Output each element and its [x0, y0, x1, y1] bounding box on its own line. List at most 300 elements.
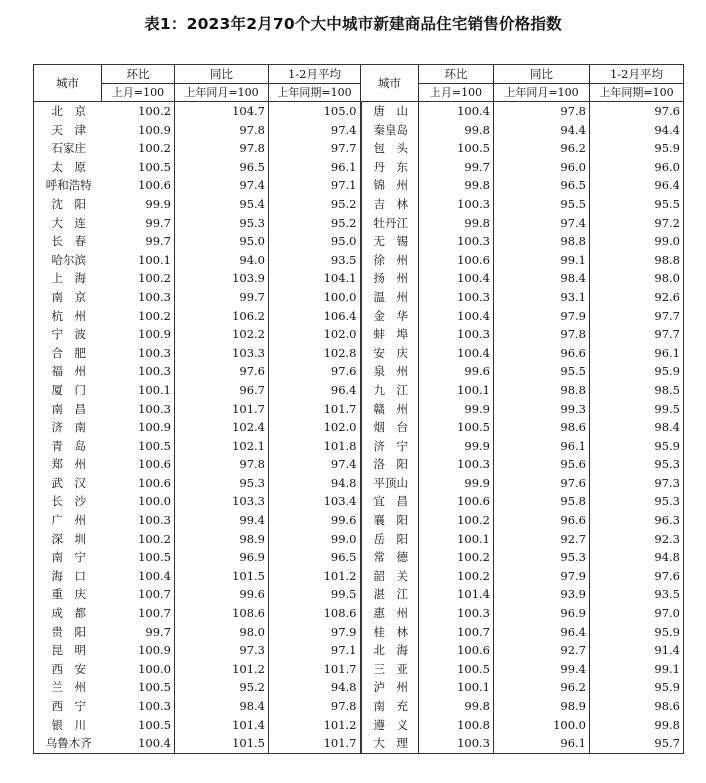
avg-value-right: 97.3: [590, 474, 684, 493]
table-row: [34, 492, 684, 511]
yoy-value-left: 95.3: [175, 214, 269, 233]
avg-value-right: 99.1: [590, 660, 684, 679]
city-name-right: 泸 州: [361, 678, 419, 697]
mom-value-left: 100.2: [102, 307, 175, 326]
yoy-value-left: 101.2: [175, 660, 269, 679]
city-name-right: 牡丹江: [361, 214, 419, 233]
mom-value-right: 100.2: [419, 511, 494, 530]
mom-value-left: 100.5: [102, 158, 175, 177]
mom-value-left: 100.9: [102, 641, 175, 660]
avg-value-right: 97.2: [590, 214, 684, 233]
mom-value-left: 100.0: [102, 492, 175, 511]
avg-value-left: 95.0: [269, 232, 361, 251]
yoy-value-right: 97.9: [494, 567, 590, 586]
city-name-left: 长 春: [34, 232, 102, 251]
city-name-right: 蚌 埠: [361, 325, 419, 344]
mom-value-right: 100.4: [419, 102, 494, 121]
mom-value-right: 100.7: [419, 623, 494, 642]
city-name-left: 呼和浩特: [34, 176, 102, 195]
yoy-value-right: 92.7: [494, 530, 590, 549]
avg-value-left: 101.2: [269, 567, 361, 586]
city-name-left: 西 安: [34, 660, 102, 679]
avg-value-left: 97.7: [269, 139, 361, 158]
table-row: [34, 232, 684, 251]
mom-value-left: 100.7: [102, 604, 175, 623]
yoy-value-left: 101.5: [175, 567, 269, 586]
avg-value-right: 95.9: [590, 678, 684, 697]
yoy-value-left: 106.2: [175, 307, 269, 326]
city-name-left: 天 津: [34, 121, 102, 140]
yoy-value-right: 96.1: [494, 734, 590, 753]
table-row: [34, 251, 684, 270]
yoy-value-left: 98.4: [175, 697, 269, 716]
city-name-right: 岳 阳: [361, 530, 419, 549]
yoy-value-left: 102.1: [175, 437, 269, 456]
table-row: [34, 139, 684, 158]
table-row: [34, 269, 684, 288]
yoy-value-left: 99.4: [175, 511, 269, 530]
yoy-value-right: 93.9: [494, 585, 590, 604]
mom-value-right: 100.6: [419, 492, 494, 511]
subheader-avg-right: 上年同期=100: [590, 84, 684, 102]
city-name-right: 桂 林: [361, 623, 419, 642]
mom-value-left: 100.5: [102, 716, 175, 735]
mom-value-right: 100.3: [419, 455, 494, 474]
avg-value-left: 99.0: [269, 530, 361, 549]
city-name-right: 吉 林: [361, 195, 419, 214]
city-name-right: 秦皇岛: [361, 121, 419, 140]
avg-value-right: 96.3: [590, 511, 684, 530]
mom-value-left: 100.0: [102, 660, 175, 679]
avg-value-left: 95.2: [269, 214, 361, 233]
mom-value-right: 99.8: [419, 176, 494, 195]
avg-value-left: 101.7: [269, 400, 361, 419]
table-row: [34, 158, 684, 177]
avg-value-right: 95.5: [590, 195, 684, 214]
subheader-avg-left: 上年同期=100: [269, 84, 361, 102]
avg-value-right: 95.3: [590, 492, 684, 511]
yoy-value-right: 96.4: [494, 623, 590, 642]
city-name-right: 洛 阳: [361, 455, 419, 474]
avg-value-left: 102.0: [269, 325, 361, 344]
city-name-left: 乌鲁木齐: [34, 734, 102, 753]
yoy-value-left: 95.0: [175, 232, 269, 251]
avg-value-right: 98.0: [590, 269, 684, 288]
yoy-value-left: 98.9: [175, 530, 269, 549]
avg-value-right: 95.3: [590, 455, 684, 474]
city-name-right: 湛 江: [361, 585, 419, 604]
yoy-value-right: 98.9: [494, 697, 590, 716]
city-name-right: 赣 州: [361, 400, 419, 419]
yoy-value-right: 96.9: [494, 604, 590, 623]
yoy-value-right: 97.4: [494, 214, 590, 233]
mom-value-right: 100.3: [419, 734, 494, 753]
table-row: [34, 455, 684, 474]
header-city-right: 城市: [361, 65, 419, 102]
table-row: [34, 530, 684, 549]
mom-value-left: 100.9: [102, 325, 175, 344]
avg-value-right: 91.4: [590, 641, 684, 660]
avg-value-left: 99.5: [269, 585, 361, 604]
city-name-right: 无 锡: [361, 232, 419, 251]
city-name-right: 韶 关: [361, 567, 419, 586]
subheader-yoy-right: 上年同月=100: [494, 84, 590, 102]
yoy-value-right: 96.0: [494, 158, 590, 177]
city-name-left: 杭 州: [34, 307, 102, 326]
avg-value-right: 94.4: [590, 121, 684, 140]
mom-value-right: 99.6: [419, 362, 494, 381]
table-row: [34, 716, 684, 735]
mom-value-left: 100.2: [102, 530, 175, 549]
yoy-value-left: 101.5: [175, 734, 269, 753]
yoy-value-right: 99.1: [494, 251, 590, 270]
avg-value-right: 97.6: [590, 567, 684, 586]
yoy-value-left: 102.2: [175, 325, 269, 344]
mom-value-left: 100.7: [102, 585, 175, 604]
table-row: [34, 121, 684, 140]
yoy-value-right: 93.1: [494, 288, 590, 307]
avg-value-left: 97.1: [269, 176, 361, 195]
subheader-mom-left: 上月=100: [102, 84, 175, 102]
mom-value-left: 99.7: [102, 232, 175, 251]
mom-value-right: 100.4: [419, 307, 494, 326]
mom-value-right: 100.4: [419, 344, 494, 363]
city-name-left: 长 沙: [34, 492, 102, 511]
avg-value-right: 95.9: [590, 362, 684, 381]
avg-value-left: 105.0: [269, 102, 361, 121]
yoy-value-left: 98.0: [175, 623, 269, 642]
header-avg-right: 1-2月平均: [590, 65, 684, 84]
city-name-right: 遵 义: [361, 716, 419, 735]
mom-value-right: 99.8: [419, 697, 494, 716]
table-row: [34, 697, 684, 716]
mom-value-right: 100.2: [419, 548, 494, 567]
yoy-value-right: 97.9: [494, 307, 590, 326]
avg-value-left: 94.8: [269, 474, 361, 493]
mom-value-left: 100.6: [102, 455, 175, 474]
mom-value-right: 100.3: [419, 604, 494, 623]
city-name-right: 惠 州: [361, 604, 419, 623]
mom-value-left: 100.6: [102, 176, 175, 195]
avg-value-right: 96.0: [590, 158, 684, 177]
city-name-left: 贵 阳: [34, 623, 102, 642]
city-name-left: 石家庄: [34, 139, 102, 158]
mom-value-left: 100.2: [102, 269, 175, 288]
yoy-value-left: 102.4: [175, 418, 269, 437]
avg-value-left: 94.8: [269, 678, 361, 697]
avg-value-right: 97.0: [590, 604, 684, 623]
city-name-left: 大 连: [34, 214, 102, 233]
city-name-left: 沈 阳: [34, 195, 102, 214]
city-name-left: 广 州: [34, 511, 102, 530]
city-name-right: 北 海: [361, 641, 419, 660]
city-name-left: 合 肥: [34, 344, 102, 363]
yoy-value-right: 95.5: [494, 362, 590, 381]
avg-value-left: 95.2: [269, 195, 361, 214]
yoy-value-right: 97.8: [494, 325, 590, 344]
avg-value-right: 93.5: [590, 585, 684, 604]
avg-value-right: 92.6: [590, 288, 684, 307]
yoy-value-right: 96.2: [494, 678, 590, 697]
mom-value-left: 100.5: [102, 437, 175, 456]
table-row: [34, 604, 684, 623]
table-row: [34, 176, 684, 195]
city-name-right: 唐 山: [361, 102, 419, 121]
table-row: [34, 195, 684, 214]
avg-value-right: 97.6: [590, 102, 684, 121]
mom-value-left: 100.5: [102, 678, 175, 697]
yoy-value-left: 97.8: [175, 139, 269, 158]
mom-value-right: 99.9: [419, 400, 494, 419]
yoy-value-left: 104.7: [175, 102, 269, 121]
city-name-left: 宁 波: [34, 325, 102, 344]
yoy-value-right: 100.0: [494, 716, 590, 735]
city-name-right: 扬 州: [361, 269, 419, 288]
yoy-value-right: 98.4: [494, 269, 590, 288]
mom-value-right: 100.3: [419, 232, 494, 251]
city-name-right: 南 充: [361, 697, 419, 716]
mom-value-right: 100.8: [419, 716, 494, 735]
table-row: [34, 511, 684, 530]
table-header: [34, 65, 684, 102]
yoy-value-right: 95.6: [494, 455, 590, 474]
table-row: [34, 660, 684, 679]
yoy-value-left: 97.8: [175, 455, 269, 474]
mom-value-right: 99.9: [419, 474, 494, 493]
table-row: [34, 567, 684, 586]
mom-value-right: 100.3: [419, 325, 494, 344]
table-row: [34, 325, 684, 344]
avg-value-left: 108.6: [269, 604, 361, 623]
avg-value-left: 97.4: [269, 121, 361, 140]
table-row: [34, 585, 684, 604]
mom-value-right: 100.5: [419, 660, 494, 679]
mom-value-left: 100.5: [102, 548, 175, 567]
city-name-left: 银 川: [34, 716, 102, 735]
mom-value-left: 100.2: [102, 102, 175, 121]
mom-value-left: 100.9: [102, 121, 175, 140]
table-row: [34, 548, 684, 567]
avg-value-right: 99.5: [590, 400, 684, 419]
city-name-left: 海 口: [34, 567, 102, 586]
yoy-value-right: 99.4: [494, 660, 590, 679]
city-name-left: 上 海: [34, 269, 102, 288]
yoy-value-left: 97.3: [175, 641, 269, 660]
mom-value-right: 99.9: [419, 437, 494, 456]
city-name-left: 重 庆: [34, 585, 102, 604]
city-name-left: 哈尔滨: [34, 251, 102, 270]
mom-value-left: 100.4: [102, 734, 175, 753]
avg-value-right: 97.7: [590, 325, 684, 344]
yoy-value-right: 95.5: [494, 195, 590, 214]
table-row: [34, 214, 684, 233]
yoy-value-left: 101.7: [175, 400, 269, 419]
header-yoy-left: 同比: [175, 65, 269, 84]
mom-value-left: 99.7: [102, 623, 175, 642]
avg-value-left: 99.6: [269, 511, 361, 530]
subheader-mom-right: 上月=100: [419, 84, 494, 102]
mom-value-right: 100.5: [419, 139, 494, 158]
mom-value-right: 100.3: [419, 288, 494, 307]
mom-value-left: 100.3: [102, 697, 175, 716]
mom-value-right: 100.5: [419, 418, 494, 437]
yoy-value-left: 101.4: [175, 716, 269, 735]
header-city-left: 城市: [34, 65, 102, 102]
city-name-left: 郑 州: [34, 455, 102, 474]
city-name-left: 深 圳: [34, 530, 102, 549]
yoy-value-left: 108.6: [175, 604, 269, 623]
yoy-value-left: 97.8: [175, 121, 269, 140]
yoy-value-left: 97.4: [175, 176, 269, 195]
yoy-value-left: 103.9: [175, 269, 269, 288]
city-name-left: 北 京: [34, 102, 102, 121]
header-yoy-right: 同比: [494, 65, 590, 84]
avg-value-left: 100.0: [269, 288, 361, 307]
yoy-value-right: 96.2: [494, 139, 590, 158]
mom-value-left: 100.1: [102, 381, 175, 400]
avg-value-left: 103.4: [269, 492, 361, 511]
mom-value-left: 100.1: [102, 251, 175, 270]
price-index-table: [33, 64, 684, 754]
yoy-value-right: 99.3: [494, 400, 590, 419]
mom-value-left: 100.2: [102, 139, 175, 158]
city-name-right: 安 庆: [361, 344, 419, 363]
yoy-value-right: 96.6: [494, 511, 590, 530]
header-mom-left: 环比: [102, 65, 175, 84]
city-name-left: 厦 门: [34, 381, 102, 400]
avg-value-right: 96.4: [590, 176, 684, 195]
avg-value-right: 94.8: [590, 548, 684, 567]
city-name-right: 平顶山: [361, 474, 419, 493]
yoy-value-left: 94.0: [175, 251, 269, 270]
mom-value-right: 100.2: [419, 567, 494, 586]
yoy-value-left: 95.2: [175, 678, 269, 697]
subheader-yoy-left: 上年同月=100: [175, 84, 269, 102]
avg-value-left: 97.6: [269, 362, 361, 381]
city-name-right: 丹 东: [361, 158, 419, 177]
yoy-value-right: 98.8: [494, 232, 590, 251]
avg-value-left: 97.1: [269, 641, 361, 660]
mom-value-left: 100.3: [102, 511, 175, 530]
avg-value-right: 96.1: [590, 344, 684, 363]
yoy-value-right: 95.3: [494, 548, 590, 567]
city-name-left: 南 宁: [34, 548, 102, 567]
city-name-right: 襄 阳: [361, 511, 419, 530]
mom-value-left: 100.9: [102, 418, 175, 437]
mom-value-right: 100.1: [419, 678, 494, 697]
avg-value-right: 95.7: [590, 734, 684, 753]
city-name-left: 南 昌: [34, 400, 102, 419]
mom-value-right: 100.1: [419, 530, 494, 549]
yoy-value-left: 96.9: [175, 548, 269, 567]
city-name-left: 昆 明: [34, 641, 102, 660]
mom-value-left: 100.3: [102, 362, 175, 381]
yoy-value-right: 96.1: [494, 437, 590, 456]
city-name-right: 泉 州: [361, 362, 419, 381]
avg-value-right: 95.9: [590, 623, 684, 642]
yoy-value-left: 95.3: [175, 474, 269, 493]
mom-value-right: 100.6: [419, 641, 494, 660]
mom-value-right: 101.4: [419, 585, 494, 604]
avg-value-right: 98.4: [590, 418, 684, 437]
avg-value-left: 97.9: [269, 623, 361, 642]
yoy-value-right: 96.6: [494, 344, 590, 363]
table-body: [34, 102, 684, 754]
city-name-left: 济 南: [34, 418, 102, 437]
mom-value-left: 100.3: [102, 288, 175, 307]
avg-value-left: 93.5: [269, 251, 361, 270]
table-row: [34, 678, 684, 697]
city-name-left: 南 京: [34, 288, 102, 307]
mom-value-left: 100.6: [102, 474, 175, 493]
avg-value-right: 95.9: [590, 139, 684, 158]
avg-value-right: 98.8: [590, 251, 684, 270]
avg-value-left: 96.1: [269, 158, 361, 177]
avg-value-right: 98.5: [590, 381, 684, 400]
avg-value-left: 101.7: [269, 660, 361, 679]
yoy-value-left: 103.3: [175, 492, 269, 511]
avg-value-left: 101.2: [269, 716, 361, 735]
table-row: [34, 102, 684, 121]
city-name-right: 烟 台: [361, 418, 419, 437]
avg-value-left: 97.4: [269, 455, 361, 474]
table-row: [34, 381, 684, 400]
avg-value-left: 106.4: [269, 307, 361, 326]
avg-value-left: 97.8: [269, 697, 361, 716]
table-row: [34, 362, 684, 381]
yoy-value-right: 97.6: [494, 474, 590, 493]
yoy-value-left: 99.6: [175, 585, 269, 604]
avg-value-right: 92.3: [590, 530, 684, 549]
city-name-right: 九 江: [361, 381, 419, 400]
city-name-left: 青 岛: [34, 437, 102, 456]
mom-value-left: 100.3: [102, 344, 175, 363]
mom-value-right: 99.8: [419, 214, 494, 233]
yoy-value-right: 96.5: [494, 176, 590, 195]
mom-value-left: 99.9: [102, 195, 175, 214]
city-name-left: 成 都: [34, 604, 102, 623]
table-title: 表1：2023年2月70个大中城市新建商品住宅销售价格指数: [144, 15, 562, 33]
mom-value-left: 99.7: [102, 214, 175, 233]
header-mom-right: 环比: [419, 65, 494, 84]
city-name-right: 温 州: [361, 288, 419, 307]
table-row: [34, 734, 684, 753]
city-name-right: 徐 州: [361, 251, 419, 270]
city-name-right: 常 德: [361, 548, 419, 567]
city-name-right: 锦 州: [361, 176, 419, 195]
avg-value-left: 102.8: [269, 344, 361, 363]
city-name-right: 济 宁: [361, 437, 419, 456]
city-name-right: 宜 昌: [361, 492, 419, 511]
avg-value-left: 104.1: [269, 269, 361, 288]
table-row: [34, 288, 684, 307]
table-row: [34, 623, 684, 642]
mom-value-left: 100.3: [102, 400, 175, 419]
city-name-right: 包 头: [361, 139, 419, 158]
mom-value-left: 100.4: [102, 567, 175, 586]
avg-value-left: 101.7: [269, 734, 361, 753]
mom-value-right: 99.7: [419, 158, 494, 177]
avg-value-right: 97.7: [590, 307, 684, 326]
avg-value-right: 98.6: [590, 697, 684, 716]
yoy-value-right: 98.6: [494, 418, 590, 437]
header-avg-left: 1-2月平均: [269, 65, 361, 84]
yoy-value-left: 95.4: [175, 195, 269, 214]
table-row: [34, 437, 684, 456]
city-name-left: 福 州: [34, 362, 102, 381]
table-row: [34, 400, 684, 419]
yoy-value-left: 96.7: [175, 381, 269, 400]
